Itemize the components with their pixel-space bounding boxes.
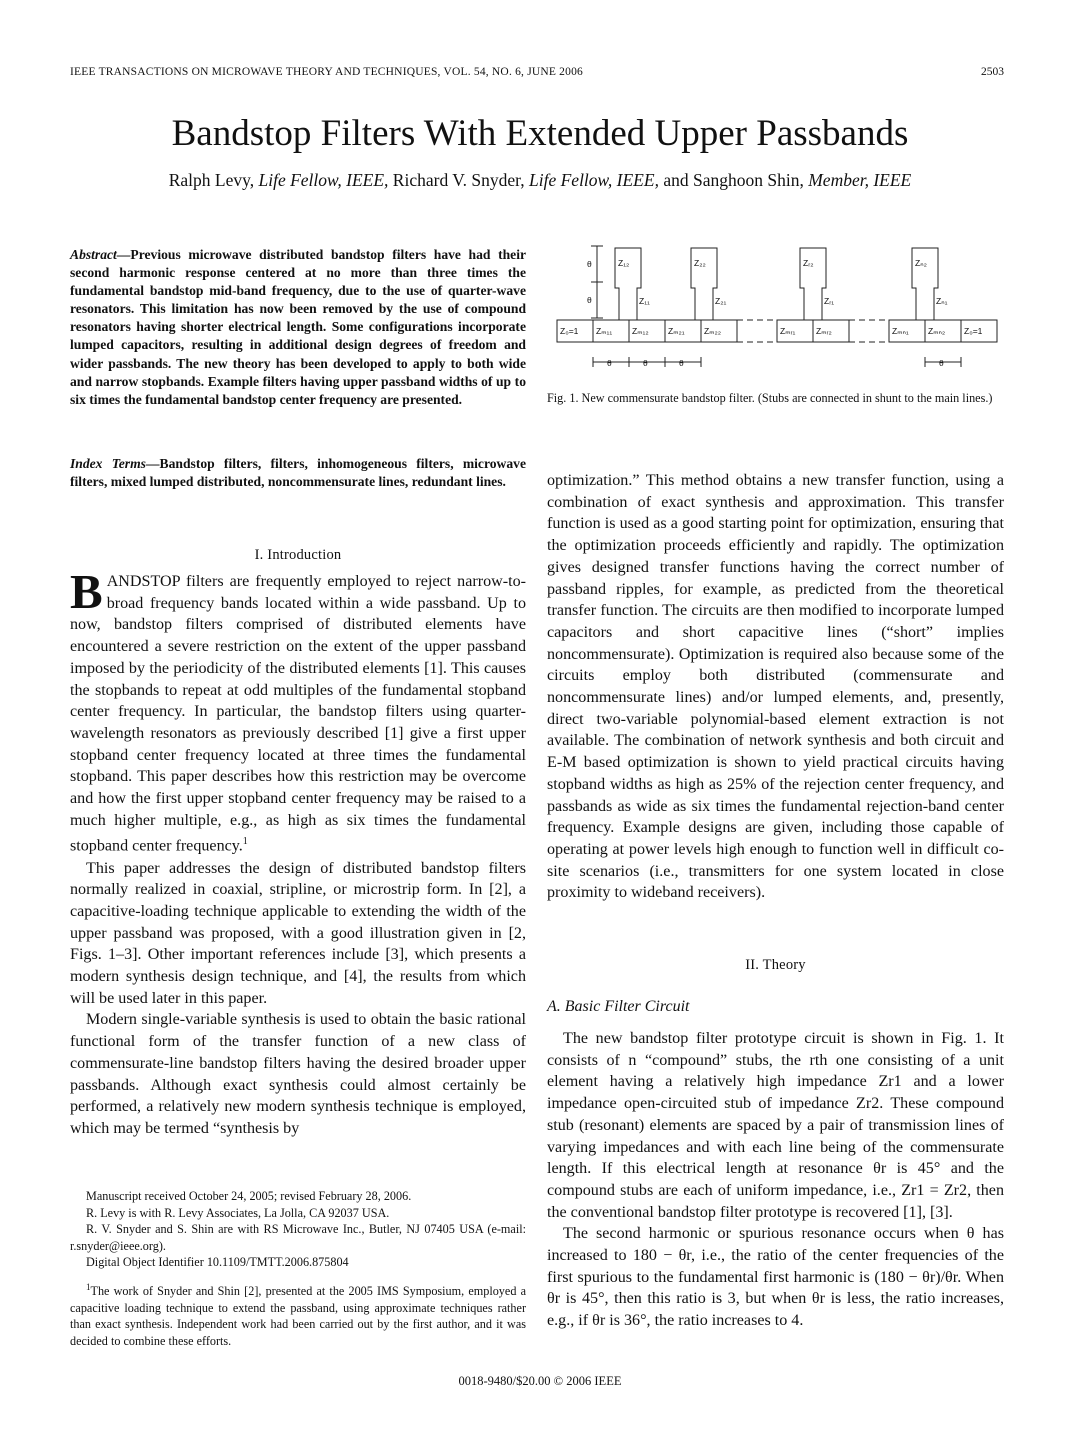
- abstract: [70, 246, 526, 409]
- main-line-label: Zₘᵣ₂: [816, 326, 832, 336]
- footnote-snyder: R. V. Snyder and S. Shin are with RS Microwave Inc., Butler, NJ 07405 USA (e-mail: r.snyder@ieee.org).: [70, 1222, 526, 1253]
- theta-label: θ: [607, 358, 612, 368]
- theta-label: θ: [643, 358, 648, 368]
- author-1-role: Life Fellow, IEEE,: [258, 170, 389, 190]
- intro-paragraph-3: Modern single-variable synthesis is used to obtain the basic rational functional form of the transfer function of a new class of commensurate-line bandstop filters having the desired broader upper passbands. Although exact synthesis could almost certainly be performed, a relatively new modern synthesis technique is employed, which may be termed “synthesis by: [70, 1011, 526, 1137]
- author-2-name: Richard V. Snyder,: [392, 170, 525, 190]
- index-terms: [70, 455, 526, 491]
- drop-cap: B: [70, 564, 103, 619]
- copyright-footer: 0018-9480/$20.00 © 2006 IEEE: [458, 1374, 622, 1388]
- theory-body: [547, 1028, 1004, 1332]
- stub-bottom-label: Zᵣ₁: [824, 296, 835, 306]
- author-3-name: Sanghoon Shin,: [692, 170, 804, 190]
- intro-paragraph-2: This paper addresses the design of distributed bandstop filters normally realized in coaxial, stripline, or microstrip form. In [2], a capacitive-loading technique applicable to extending the width of the upper passband was proposed, with a good illustration given in [2, Figs. 1–3]. Other important references include [3], which presents a modern synthesis design technique, and [4], the results from which will be used later in this paper.: [70, 859, 526, 1007]
- author-line: [0, 170, 1080, 191]
- author-3-role: Member, IEEE: [808, 170, 912, 190]
- footnote-levy: R. Levy is with R. Levy Associates, La Jolla, CA 92037 USA.: [86, 1205, 390, 1220]
- figure-1-caption: Fig. 1. New commensurate bandstop filter. (Stubs are connected in shunt to the main lines.): [547, 391, 993, 405]
- stub-top-label: Zᵣ₂: [803, 258, 814, 268]
- theory-paragraph-2: The second harmonic or spurious resonance occurs when θ has increased to 180 − θr, i.e., the ratio of the center frequencies of the first spurious to the fundamental first harmonic is (180 − θr)/θr. When θr is 45°, then this ratio is 3, but when θr is less, the ratio increases, e.g., if θr is 36°, the ratio increases to 4.: [547, 1225, 1004, 1330]
- theory-paragraph-1: The new bandstop filter prototype circuit is shown in Fig. 1. It consists of n “compound” stubs, the rth one consisting of a unit element having a relatively high impedance Zr1 and a lower impedance open-circuited stub of impedance Zr2. These compound stub (resonant) elements are spaced by a pair of transmission lines of varying impedances and with each line being of the commensurate length. If this electrical length at resonance θr is 45° and the compound stubs are each of uniform impedance, i.e., Zr1 = Zr2, then the conventional bandstop filter prototype is recovered [1], [3].: [547, 1030, 1004, 1221]
- main-line-label: Zₘᵣ₁: [780, 326, 796, 336]
- z0-left-label: Z₀=1: [560, 326, 579, 336]
- abstract-label: Abstract—: [70, 247, 131, 262]
- stub-bottom-label: Z₁₁: [639, 296, 650, 306]
- stub-bottom-label: Z₂₁: [715, 296, 727, 306]
- theta-label: θ: [679, 358, 684, 368]
- section-2-heading: II. Theory: [745, 957, 806, 973]
- intro-continuation: optimization.” This method obtains a new transfer function, using a combination of exact synthesis and approximation. This transfer function is used as a good starting point for optimization, ensuring that the optimization proceeds efficiently and rapidly. The optimization gives designed transfer functions having the correct number of passband ripples, for example, as predicted from the theoretical transfer function. The circuits are then modified to incorporate lumped capacitors and short capacitive lines (“short” implies noncommensurate). Optimization is required also because some of the circuits employ both distributed (commensurate and noncommensurate lines) and/or lumped elements, and, presently, direct two-variable polynomial-based element extraction is not available. The combination of network synthesis and both circuit and E-M based optimization is shown to yield practical circuits having stopband widths as high as 25% of the rejection center frequency, and passbands as wide as six times the fundamental rejection-band center frequency. Example designs are given, including those capable of operating at power levels high enough to function well in difficult co-site scenarios (i.e., transmitters for one system located in close proximity to wideband receivers).: [547, 472, 1004, 902]
- index-terms-label: Index Terms—: [70, 456, 160, 471]
- index-terms-text: Bandstop filters, filters, inhomogeneous filters, microwave filters, mixed lumped distributed, noncommensurate lines, redundant lines.: [70, 456, 526, 490]
- z0-right-label: Z₀=1: [964, 326, 983, 336]
- stub-top-label: Zₙ₂: [915, 258, 927, 268]
- footnote-1-mark: 1: [86, 1281, 91, 1292]
- abstract-text: Previous microwave distributed bandstop filters have had their second harmonic response centered at no more than three times the fundamental bandstop mid-band frequency, due to the use of quarter-wave resonators. This limitation has now been removed by the use of compound resonators having shorter electrical length. Some configurations incorporate lumped capacitors, resulting in additional design degrees of freedom and wider passbands. The new theory has been developed to apply to both wide and narrow stopbands. Example filters having upper passband widths of up to six times the fundamental bandstop center frequency are presented.: [70, 247, 526, 407]
- figure-1-circuit: [547, 236, 1007, 376]
- right-column-body: [547, 470, 1004, 904]
- intro-p1-text: ANDSTOP filters are frequently employed to reject narrow-to-broad frequency bands located within a wide passband. Up to now, bandstop filters comprised of distributed elements have encountered a severe restriction on the extent of the upper passband imposed by the periodicity of the distributed elements [1]. This causes the stopbands to repeat at odd multiples of the fundamental stopband center frequency. In particular, the bandstop filters using quarter-wavelength resonators as previously described [1] give a first upper stopband center frequency located at three times the fundamental stopband. This paper describes how this restriction may be overcome and how the first upper stopband center frequency may be raised to a much higher multiple, e.g., as high as six times the fundamental stopband center frequency.: [70, 573, 526, 855]
- stub-top-label: Z₂₂: [694, 258, 706, 268]
- footnote-received: Manuscript received October 24, 2005; revised February 28, 2006.: [86, 1189, 412, 1203]
- main-line-label: Zₘₙ₁: [892, 326, 909, 336]
- main-line-label: Zₘ₂₂: [704, 326, 722, 336]
- paper-title: Bandstop Filters With Extended Upper Passbands: [171, 113, 909, 154]
- footnote-doi: Digital Object Identifier 10.1109/TMTT.2006.875804: [86, 1255, 349, 1270]
- footnote-mark-1: 1: [242, 836, 248, 848]
- theta-label: θ: [587, 259, 592, 269]
- subsection-a-heading: A. Basic Filter Circuit: [547, 998, 690, 1015]
- main-line-label: Zₘₙ₂: [928, 326, 946, 336]
- footnote-1: [70, 1279, 526, 1349]
- intro-paragraph-1: [70, 564, 526, 858]
- author-and: and: [663, 170, 689, 190]
- theta-label: θ: [587, 295, 592, 305]
- running-header: IEEE TRANSACTIONS ON MICROWAVE THEORY AND TECHNIQUES, VOL. 54, NO. 6, JUNE 2006: [70, 66, 583, 78]
- section-1-heading: I. Introduction: [254, 547, 342, 563]
- author-2-role: Life Fellow, IEEE,: [529, 170, 659, 190]
- author-1-name: Ralph Levy,: [168, 170, 255, 190]
- page-number: 2503: [981, 66, 1004, 78]
- main-line-label: Zₘ₁₁: [596, 326, 613, 336]
- stub-top-label: Z₁₂: [618, 258, 630, 268]
- main-line-label: Zₘ₁₂: [632, 326, 649, 336]
- stub-bottom-label: Zₙ₁: [936, 296, 948, 306]
- footnote-1-text: The work of Snyder and Shin [2], presented at the 2005 IMS Symposium, employed a capacitive loading technique to extend the passband, using approximate techniques rather than exact synthesis. Independent work had been carried out by the first author, and it was decided to combine these efforts.: [70, 1284, 526, 1348]
- footnotes: [70, 1188, 526, 1349]
- theta-label: θ: [939, 358, 944, 368]
- main-line-label: Zₘ₂₁: [668, 326, 685, 336]
- intro-body: [70, 564, 526, 1140]
